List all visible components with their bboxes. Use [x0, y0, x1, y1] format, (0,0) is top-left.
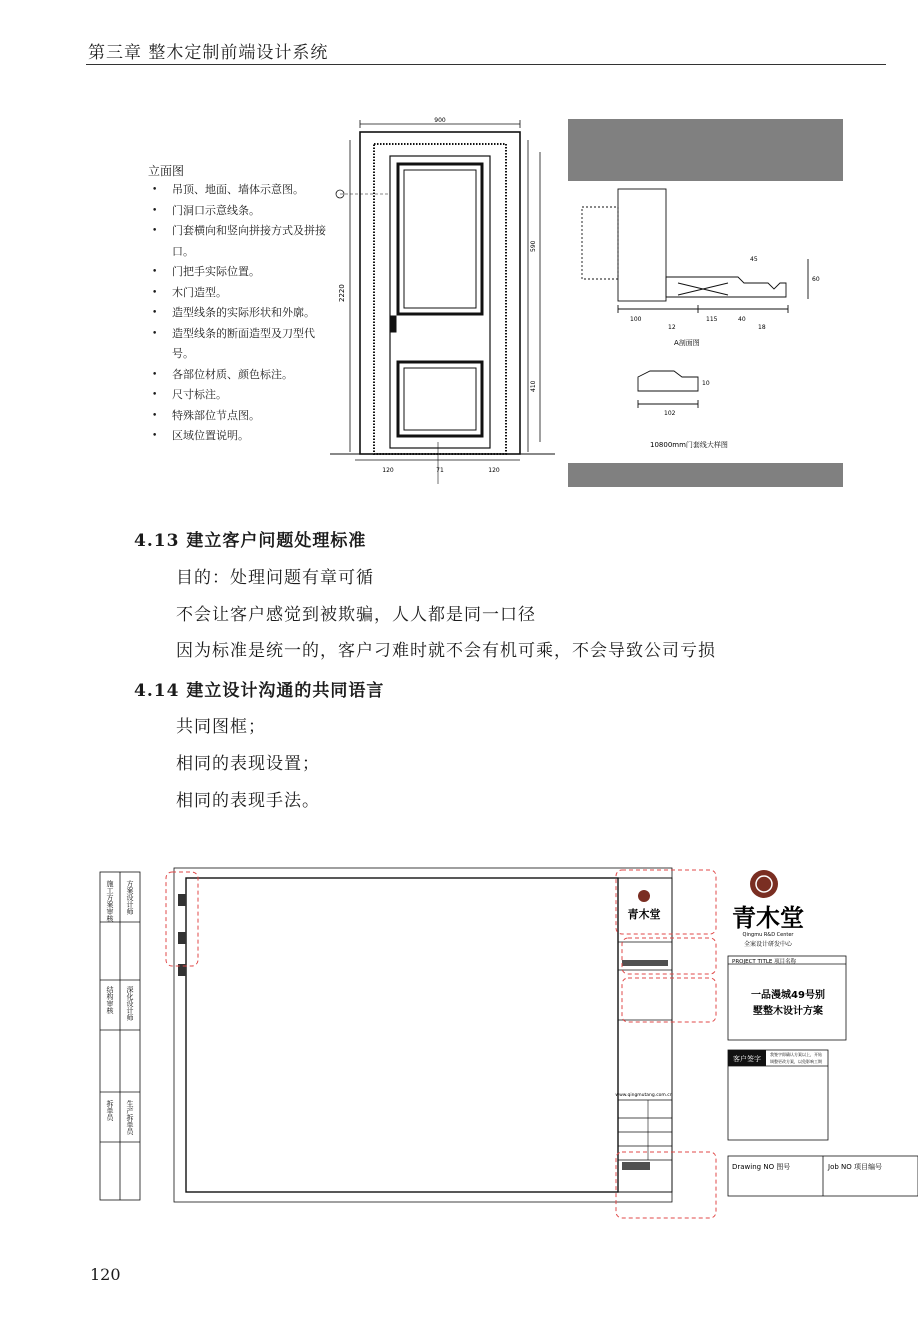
gray-block-bottom [568, 463, 843, 487]
dark-bar [622, 1162, 650, 1170]
list-item: • 特殊部位节点图。 [150, 406, 328, 427]
logo-english: Qingmu R&D Center [742, 932, 794, 938]
list-item: • 各部位材质、颜色标注。 [150, 365, 328, 386]
dim-label: 102 [664, 410, 676, 417]
dark-bar [622, 960, 668, 966]
dim-right-a: 590 [530, 240, 537, 252]
small-logo-text: 青木堂 [627, 908, 661, 921]
dim-label: 60 [812, 276, 820, 283]
frame-left-label: 生产拆单员 [126, 1100, 134, 1135]
project-title-label: PROJECT TITLE 项目名称 [732, 959, 797, 965]
page-number: 120 [90, 1265, 121, 1284]
dim-bottom-right: 120 [488, 467, 500, 474]
caption-b: 10800mm门套线大样图 [650, 441, 728, 449]
list-item: • 木门造型。 [150, 283, 328, 304]
logo-text: 青木堂 [732, 904, 804, 932]
caption-a: A剖面图 [674, 339, 700, 347]
dim-label: 12 [668, 324, 676, 331]
client-sign-label: 客户签字 [733, 1055, 761, 1063]
drawing-no-label: Drawing NO 图号 [732, 1163, 791, 1171]
dim-label: 18 [758, 324, 766, 331]
section-4-14-line: 相同的表现手法。 [176, 791, 320, 811]
dim-label: 115 [706, 316, 718, 323]
logo-mark [750, 870, 778, 898]
section-4-13-heading: 4.13 建立客户问题处理标准 [134, 531, 367, 551]
dim-label: 100 [630, 316, 642, 323]
dim-label: 10 [702, 380, 710, 387]
door-elevation-drawing [330, 112, 555, 484]
section-4-13-line: 目的：处理问题有章可循 [176, 568, 374, 588]
list-item: • 造型线条的实际形状和外廓。 [150, 303, 328, 324]
job-no-label: Job NO 项目编号 [828, 1163, 882, 1171]
project-name-line-1: 一品漫城49号别 [751, 990, 825, 1001]
frame-left-label: 方案设计师 [126, 880, 134, 915]
list-item: • 门套横向和竖向拼接方式及拼接口。 [150, 221, 328, 262]
drawing-frame-illustration [88, 860, 918, 1220]
list-item: • 门洞口示意线条。 [150, 201, 328, 222]
client-note: 调整更改方案，以免影响工期 [770, 1059, 822, 1064]
elevation-list [150, 180, 328, 447]
frame-left-label: 拆单员 [106, 1100, 114, 1121]
frame-left-label: 结构审核 [106, 986, 114, 1014]
dim-right-b: 410 [530, 380, 537, 392]
client-note: 我签字即确认方案以上，开始 [770, 1052, 822, 1057]
section-4-14-line: 相同的表现设置； [176, 754, 320, 774]
list-item: • 吊顶、地面、墙体示意图。 [150, 180, 328, 201]
list-item: • 造型线条的断面造型及刀型代号。 [150, 324, 328, 365]
list-item: • 区域位置说明。 [150, 426, 328, 447]
list-item: • 门把手实际位置。 [150, 262, 328, 283]
dim-left: 2220 [338, 284, 346, 302]
header-rule [86, 64, 886, 65]
section-4-13-line: 不会让客户感觉到被欺骗，人人都是同一口径 [176, 605, 536, 625]
frame-left-label: 深化设计师 [126, 986, 134, 1021]
gray-block-top [568, 119, 843, 181]
section-detail-panel [568, 119, 843, 487]
section-4-13-line: 因为标准是统一的，客户刁难时就不会有机可乘，不会导致公司亏损 [176, 641, 716, 661]
logo-subtitle: 全案设计研发中心 [743, 941, 793, 948]
elevation-title: 立面图 [148, 164, 185, 178]
frame-left-label: 施工方案审核 [106, 880, 114, 922]
section-4-14-heading: 4.14 建立设计沟通的共同语言 [134, 681, 385, 701]
project-name-line-2: 墅整木设计方案 [753, 1006, 823, 1017]
chapter-header: 第三章 整木定制前端设计系统 [88, 43, 329, 63]
dim-bottom-mid: 71 [436, 467, 444, 474]
dim-top: 900 [434, 117, 446, 124]
dim-label: 45 [750, 256, 758, 263]
small-logo-mark [638, 890, 650, 902]
list-item: • 尺寸标注。 [150, 385, 328, 406]
dim-label: 40 [738, 316, 746, 323]
small-website: www.qingmutang.com.cn [615, 1093, 673, 1098]
section-4-14-line: 共同图框； [176, 717, 266, 737]
dim-bottom-left: 120 [382, 467, 394, 474]
